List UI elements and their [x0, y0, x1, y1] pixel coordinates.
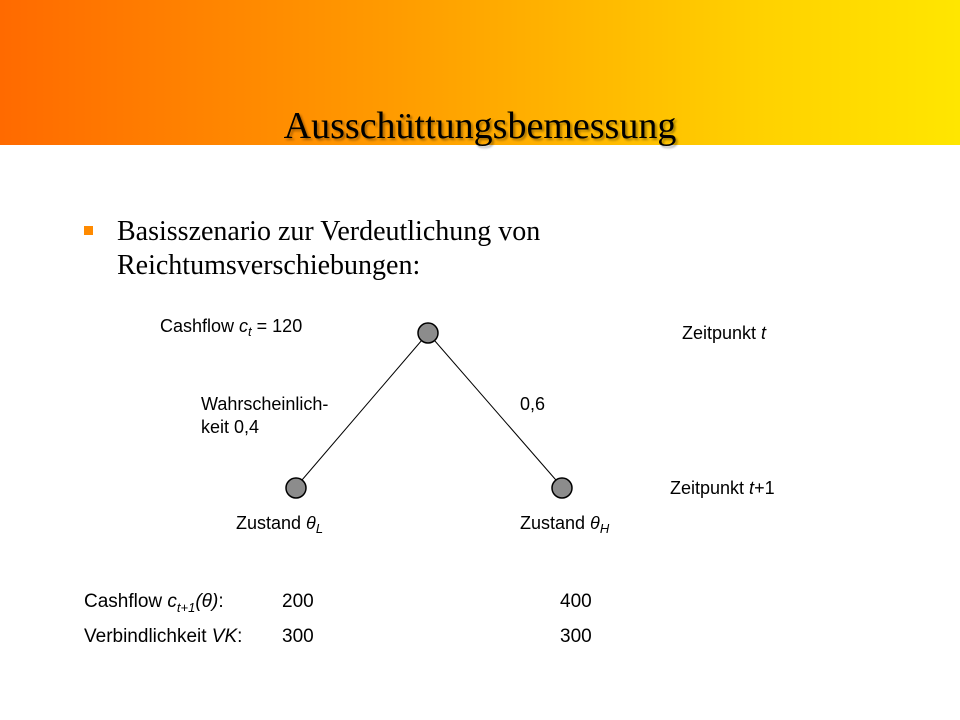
bullet-text: Basisszenario zur Verdeutlichung von Reichtumsverschiebungen: — [117, 216, 541, 281]
root-cashflow-label: Cashflow $c_t = 120$ — [160, 316, 303, 339]
node-low — [286, 478, 306, 498]
node-high — [552, 478, 572, 498]
table-row-cashflow-label: Cashflow $c_{t+1}(\theta)$: — [84, 591, 224, 615]
table-cell-cashflow-high: 400 — [560, 591, 592, 612]
state-high-label: Zustand $\theta_H$ — [520, 513, 610, 536]
slide-title: Ausschüttungsbemessung — [283, 105, 677, 147]
table-row-liability-label: Verbindlichkeit VK: — [84, 626, 243, 647]
table-cell-liability-high: 300 — [560, 626, 592, 647]
time-t-label: Zeitpunkt t — [682, 323, 767, 343]
prob-left-line1: Wahrscheinlich- — [201, 394, 329, 414]
root-node — [418, 323, 438, 343]
prob-left-line2: keit 0,4 — [201, 417, 260, 437]
table-cell-cashflow-low: 200 — [282, 591, 314, 612]
table-cell-liability-low: 300 — [282, 626, 314, 647]
state-low-label: Zustand $\theta_L$ — [236, 513, 324, 536]
time-t1-label: Zeitpunkt t+1 — [670, 478, 775, 498]
prob-right-label: 0,6 — [520, 394, 546, 414]
